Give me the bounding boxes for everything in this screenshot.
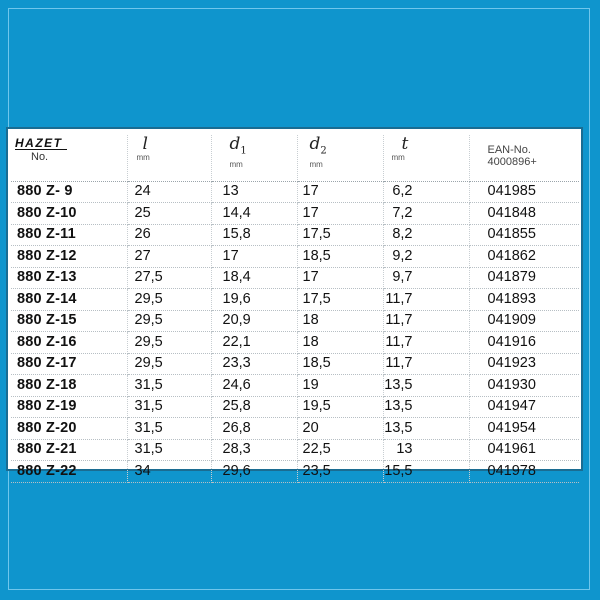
d1-cell: 22,1 [211, 332, 297, 354]
ean-cell: 041961 [469, 439, 579, 461]
d1-cell: 15,8 [211, 224, 297, 246]
header-ean-prefix: 4000896+ [487, 156, 537, 168]
header-d2-symbol: $d_2$ [309, 134, 327, 157]
header-t-unit: mm [391, 153, 405, 162]
d1-cell: 23,3 [211, 353, 297, 375]
t-cell: 9,7 [383, 267, 469, 289]
d1-cell: 26,8 [211, 418, 297, 440]
header-t [383, 135, 469, 181]
header-ean [469, 135, 579, 181]
article-number-cell: 880 Z-16 [11, 332, 127, 354]
ean-cell: 041923 [469, 353, 579, 375]
table-row [11, 396, 579, 418]
article-number-cell: 880 Z-10 [11, 203, 127, 225]
ean-cell: 041954 [469, 418, 579, 440]
article-number-cell: 880 Z- 9 [11, 181, 127, 203]
t-cell: 11,7 [383, 289, 469, 311]
table-row [11, 418, 579, 440]
ean-cell: 041985 [469, 181, 579, 203]
length-cell: 29,5 [127, 353, 211, 375]
d2-cell: 18,5 [297, 353, 383, 375]
length-cell: 34 [127, 461, 211, 483]
t-cell: 6,2 [383, 181, 469, 203]
d2-cell: 22,5 [297, 439, 383, 461]
length-cell: 29,5 [127, 310, 211, 332]
ean-cell: 041930 [469, 375, 579, 397]
article-number-cell: 880 Z-15 [11, 310, 127, 332]
article-number-cell: 880 Z-21 [11, 439, 127, 461]
table-row [11, 353, 579, 375]
length-cell: 26 [127, 224, 211, 246]
article-number-cell: 880 Z-19 [11, 396, 127, 418]
d1-cell: 24,6 [211, 375, 297, 397]
ean-cell: 041855 [469, 224, 579, 246]
d2-cell: 19,5 [297, 396, 383, 418]
table-row [11, 224, 579, 246]
header-ean-label: EAN-No. [487, 144, 531, 156]
ean-cell: 041916 [469, 332, 579, 354]
d2-cell: 18 [297, 310, 383, 332]
t-cell: 13,5 [383, 418, 469, 440]
t-cell: 13 [383, 439, 469, 461]
length-cell: 31,5 [127, 396, 211, 418]
header-d2 [297, 135, 383, 181]
length-cell: 27 [127, 246, 211, 268]
article-number-cell: 880 Z-22 [11, 461, 127, 483]
ean-cell: 041909 [469, 310, 579, 332]
d2-cell: 17 [297, 181, 383, 203]
table-row [11, 289, 579, 311]
header-length [127, 135, 211, 181]
ean-cell: 041978 [469, 461, 579, 483]
article-number-cell: 880 Z-17 [11, 353, 127, 375]
ean-cell: 041879 [469, 267, 579, 289]
article-number-cell: 880 Z-12 [11, 246, 127, 268]
length-cell: 31,5 [127, 439, 211, 461]
table-header-row [11, 135, 579, 181]
table-row [11, 439, 579, 461]
t-cell: 9,2 [383, 246, 469, 268]
d2-cell: 23,5 [297, 461, 383, 483]
table-row [11, 461, 579, 483]
table-row [11, 332, 579, 354]
article-number-cell: 880 Z-20 [11, 418, 127, 440]
t-cell: 15,5 [383, 461, 469, 483]
length-cell: 24 [127, 181, 211, 203]
ean-cell: 041848 [469, 203, 579, 225]
d1-cell: 28,3 [211, 439, 297, 461]
d2-cell: 20 [297, 418, 383, 440]
length-cell: 29,5 [127, 332, 211, 354]
table-row [11, 203, 579, 225]
d1-cell: 25,8 [211, 396, 297, 418]
article-number-cell: 880 Z-18 [11, 375, 127, 397]
d1-cell: 17 [211, 246, 297, 268]
spec-table [11, 135, 579, 483]
ean-cell: 041947 [469, 396, 579, 418]
d2-cell: 17,5 [297, 289, 383, 311]
d2-cell: 19 [297, 375, 383, 397]
length-cell: 29,5 [127, 289, 211, 311]
d1-cell: 13 [211, 181, 297, 203]
header-d1-symbol: $d_1$ [229, 134, 247, 157]
d1-cell: 18,4 [211, 267, 297, 289]
t-cell: 11,7 [383, 332, 469, 354]
d2-cell: 17 [297, 267, 383, 289]
t-cell: 8,2 [383, 224, 469, 246]
ean-cell: 041862 [469, 246, 579, 268]
article-number-cell: 880 Z-11 [11, 224, 127, 246]
table-row [11, 267, 579, 289]
d2-cell: 18,5 [297, 246, 383, 268]
d2-cell: 18 [297, 332, 383, 354]
d1-cell: 29,6 [211, 461, 297, 483]
hazet-logo: HAZET [15, 137, 67, 150]
table-row [11, 310, 579, 332]
d1-cell: 14,4 [211, 203, 297, 225]
length-cell: 31,5 [127, 418, 211, 440]
t-cell: 13,5 [383, 396, 469, 418]
header-no [11, 135, 127, 181]
table-row [11, 246, 579, 268]
header-d2-unit: mm [309, 160, 323, 170]
d1-cell: 19,6 [211, 289, 297, 311]
article-number-cell: 880 Z-13 [11, 267, 127, 289]
header-length-symbol: l [142, 134, 148, 154]
header-length-unit: mm [136, 153, 150, 162]
t-cell: 11,7 [383, 353, 469, 375]
ean-cell: 041893 [469, 289, 579, 311]
t-cell: 7,2 [383, 203, 469, 225]
d2-cell: 17,5 [297, 224, 383, 246]
article-number-cell: 880 Z-14 [11, 289, 127, 311]
header-d1-unit: mm [229, 160, 243, 170]
spec-table-panel [6, 127, 583, 479]
length-cell: 25 [127, 203, 211, 225]
length-cell: 27,5 [127, 267, 211, 289]
d2-cell: 17 [297, 203, 383, 225]
length-cell: 31,5 [127, 375, 211, 397]
header-no-label: No. [31, 151, 49, 163]
header-t-symbol: t [401, 134, 409, 154]
table-row [11, 181, 579, 203]
t-cell: 11,7 [383, 310, 469, 332]
header-d1 [211, 135, 297, 181]
t-cell: 13,5 [383, 375, 469, 397]
table-row [11, 375, 579, 397]
d1-cell: 20,9 [211, 310, 297, 332]
